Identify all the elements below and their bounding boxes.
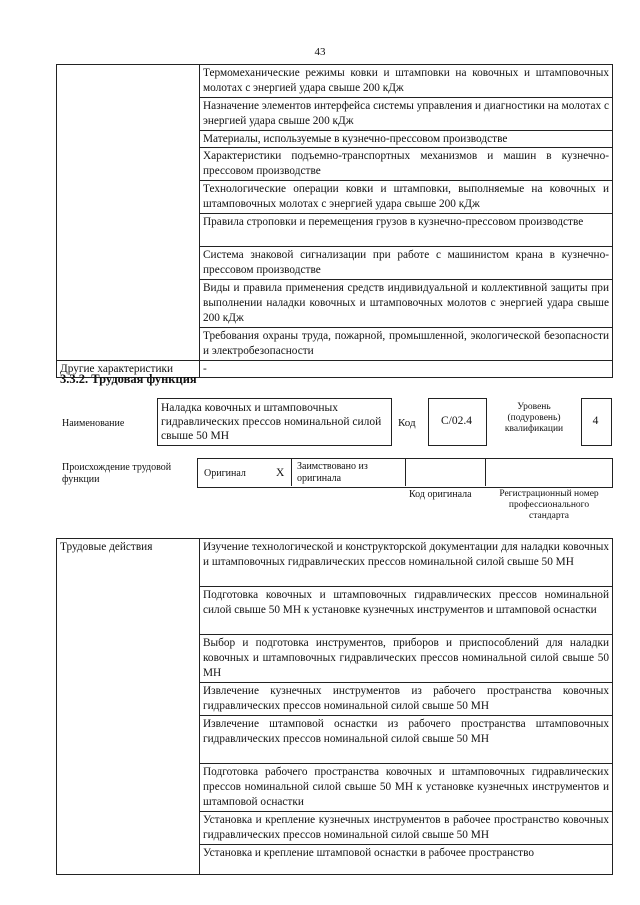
labor-action-item: Подготовка ковочных и штамповочных гидравлических прессов номинальной силой свыше 50 МН к установке кузнечных инструментов и штамповой оснастки (200, 587, 613, 635)
origin-label: Происхождение трудовой функции (62, 462, 172, 485)
code-original-caption: Код оригинала (409, 489, 472, 500)
labor-actions-table (56, 538, 613, 875)
name-label: Наименование (62, 418, 125, 429)
origin-divider-2 (405, 458, 406, 486)
knowledge-item: Назначение элементов интерфейса системы управления и диагностики на молотах с энергией удара свыше 200 кДж (200, 98, 613, 131)
original-label: Оригинал (204, 468, 246, 479)
reg-number-caption: Регистрационный номер профессионального стандарта (499, 489, 599, 521)
knowledge-item: Технологические операции ковки и штамповки, выполняемые на ковочных и штамповочных молотах с энергией удара свыше 200 кДж (200, 181, 613, 214)
origin-divider-3 (485, 458, 486, 486)
knowledge-item: Характеристики подъемно-транспортных механизмов и машин в кузнечно-прессовом производстве (200, 148, 613, 181)
knowledge-item: Материалы, используемые в кузнечно-прессовом производстве (200, 131, 613, 148)
code-label: Код (398, 417, 416, 429)
section-heading: 3.3.2. Трудовая функция (60, 372, 197, 386)
labor-action-item: Извлечение кузнечных инструментов из рабочего пространства ковочных гидравлических прессов номинальной силой свыше 50 МН (200, 683, 613, 716)
name-value: Наладка ковочных и штамповочных гидравлических прессов номинальной силой свыше 50 МН (161, 402, 382, 442)
labor-action-item: Выбор и подготовка инструментов, приборов и приспособлений для наладки ковочных и штамповочных гидравлических прессов номинальной силой свыше 50 МН (200, 635, 613, 683)
knowledge-item: Правила строповки и перемещения грузов в кузнечно-прессовом производстве (200, 214, 613, 247)
page-number: 43 (314, 46, 326, 58)
knowledge-item: Термомеханические режимы ковки и штамповки на ковочных и штамповочных молотах с энергией удара свыше 200 кДж (200, 65, 613, 98)
other-characteristics-value: - (200, 361, 613, 378)
knowledge-table (56, 64, 613, 378)
original-mark: X (276, 467, 285, 479)
knowledge-item: Система знаковой сигнализации при работе с машинистом крана в кузнечно-прессовом производстве (200, 247, 613, 280)
labor-action-item: Извлечение штамповой оснастки из рабочего пространства штамповочных гидравлических прессов номинальной силой свыше 50 МН (200, 716, 613, 764)
labor-action-item: Установка и крепление штамповой оснастки в рабочее пространство (200, 845, 613, 875)
knowledge-label-cell (57, 65, 200, 361)
labor-action-item: Установка и крепление кузнечных инструментов в рабочее пространство ковочных гидравлических прессов номинальной силой свыше 50 МН (200, 812, 613, 845)
labor-action-item: Изучение технологической и конструкторской документации для наладки ковочных и штамповочных гидравлических прессов номинальной силой свыше 50 МН (200, 539, 613, 587)
level-value: 4 (592, 415, 599, 427)
origin-divider-1 (291, 458, 292, 486)
other-characteristics-label: Другие характеристики (57, 361, 200, 378)
code-value: С/02.4 (441, 415, 472, 427)
knowledge-item: Требования охраны труда, пожарной, промышленной, экологической безопасности и электробезопасности (200, 328, 613, 361)
knowledge-item: Виды и правила применения средств индивидуальной и коллективной защиты при выполнении наладки ковочных и штамповочных молотов с энергией удара свыше 200 кДж (200, 280, 613, 328)
labor-action-item: Подготовка рабочего пространства ковочных и штамповочных гидравлических прессов номинальной силой свыше 50 МН к установке кузнечных инструментов и штамповой оснастки (200, 764, 613, 812)
level-label: Уровень (подуровень) квалификации (504, 402, 564, 434)
labor-actions-label: Трудовые действия (57, 539, 200, 875)
borrowed-label: Заимствовано из оригинала (297, 461, 368, 484)
